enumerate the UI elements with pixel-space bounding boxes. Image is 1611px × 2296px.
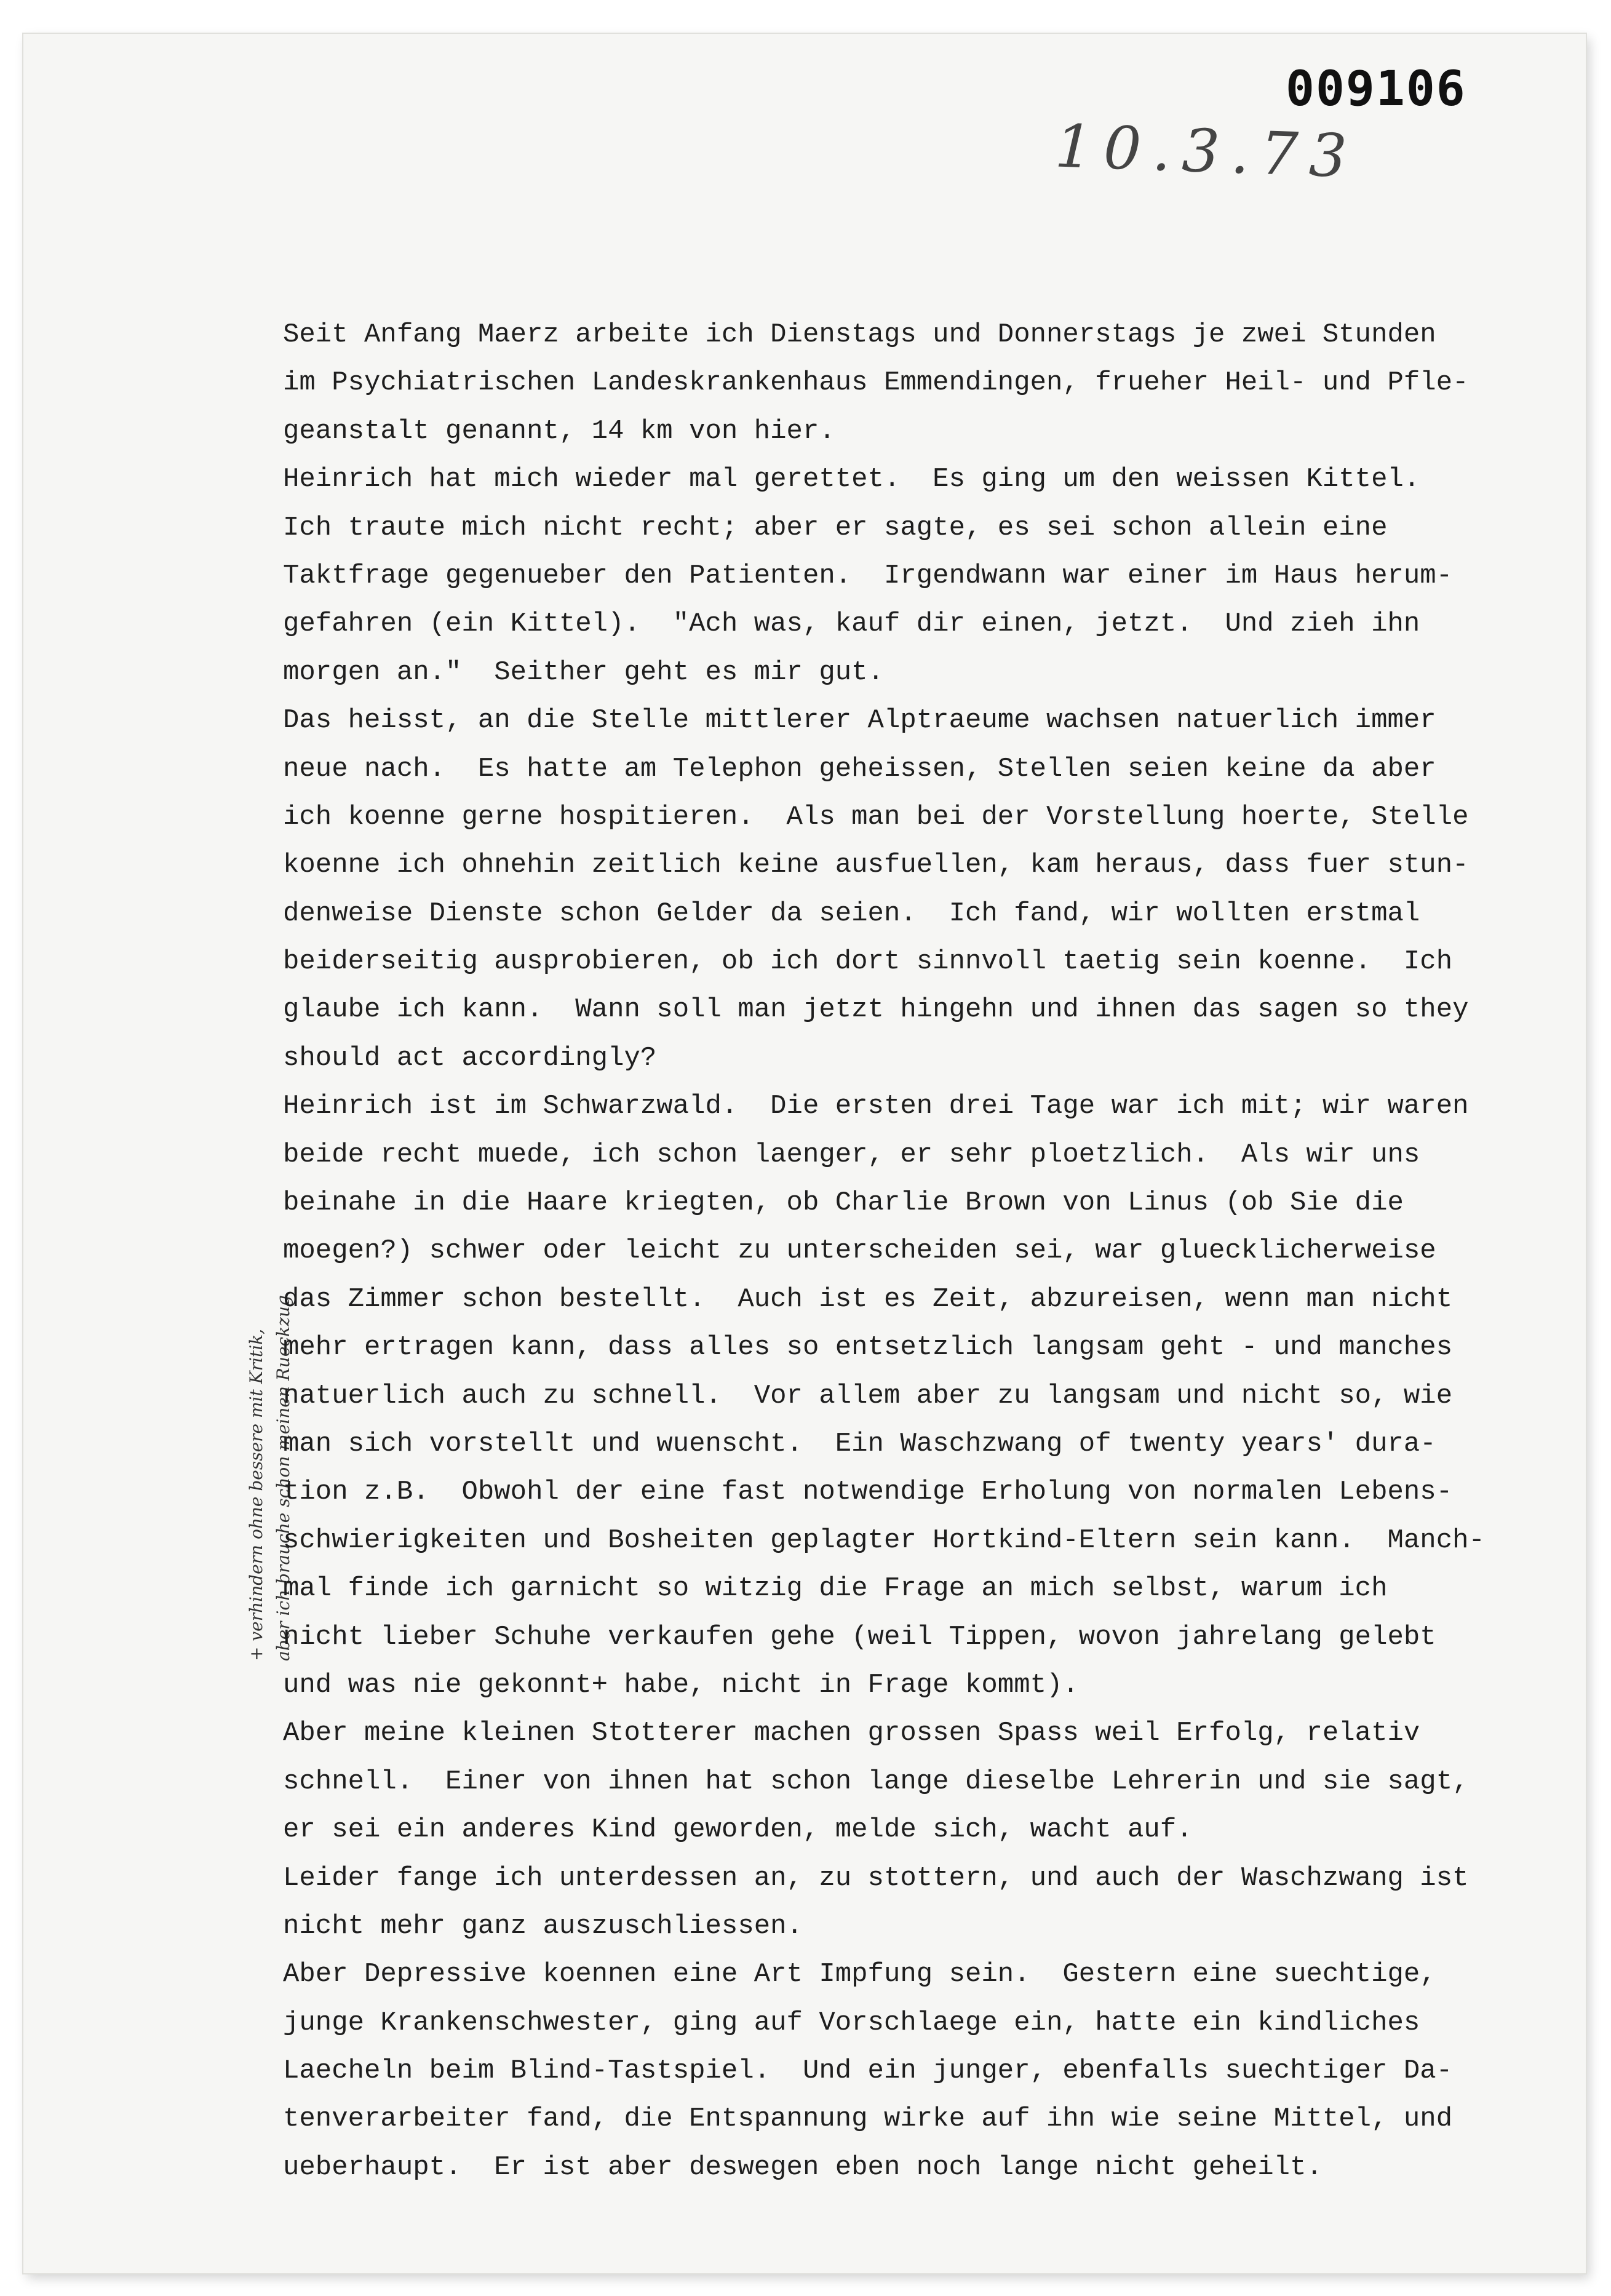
- text-line: Das heisst, an die Stelle mittlerer Alptraeume wachsen natuerlich immer: [283, 705, 1436, 736]
- text-line: beide recht muede, ich schon laenger, er sehr ploetzlich. Als wir uns: [283, 1139, 1420, 1170]
- text-line: ich koenne gerne hospitieren. Als man bei der Vorstellung hoerte, Stelle: [283, 801, 1469, 832]
- text-line: das Zimmer schon bestellt. Auch ist es Zeit, abzureisen, wenn man nicht: [283, 1283, 1453, 1315]
- text-line: nicht lieber Schuhe verkaufen gehe (weil Tippen, wovon jahrelang gelebt: [283, 1621, 1436, 1652]
- text-line: schnell. Einer von ihnen hat schon lange dieselbe Lehrerin und sie sagt,: [283, 1766, 1469, 1797]
- text-line: Seit Anfang Maerz arbeite ich Dienstags und Donnerstags je zwei Stunden: [283, 319, 1436, 350]
- text-line: glaube ich kann. Wann soll man jetzt hingehn und ihnen das sagen so they: [283, 994, 1469, 1026]
- text-line: mal finde ich garnicht so witzig die Frage an mich selbst, warum ich: [283, 1573, 1388, 1604]
- text-line: tion z.B. Obwohl der eine fast notwendige Erholung von normalen Lebens-: [283, 1477, 1453, 1508]
- text-line: should act accordingly?: [283, 1042, 657, 1074]
- text-line: man sich vorstellt und wuenscht. Ein Waschzwang of twenty years' dura-: [283, 1428, 1436, 1459]
- document-number: 009106: [1286, 62, 1466, 117]
- text-line: nicht mehr ganz auszuschliessen.: [283, 1910, 803, 1942]
- text-line: denweise Dienste schon Gelder da seien. Ich fand, wir wollten erstmal: [283, 898, 1420, 929]
- text-line: Leider fange ich unterdessen an, zu stottern, und auch der Waschzwang ist: [283, 1862, 1469, 1894]
- margin-note-line: + verhindern ohne bessere mit Kritik,: [246, 1328, 266, 1661]
- text-line: beiderseitig ausprobieren, ob ich dort sinnvoll taetig sein koenne. Ich: [283, 946, 1453, 978]
- text-line: neue nach. Es hatte am Telephon geheissen, Stellen seien keine da aber: [283, 753, 1436, 784]
- text-line: Heinrich hat mich wieder mal gerettet. Es ging um den weissen Kittel.: [283, 464, 1420, 495]
- text-line: schwierigkeiten und Bosheiten geplagter Hortkind-Eltern sein kann. Manch-: [283, 1525, 1485, 1556]
- text-line: gefahren (ein Kittel). "Ach was, kauf dir einen, jetzt. Und zieh ihn: [283, 608, 1420, 640]
- text-line: junge Krankenschwester, ging auf Vorschlaege ein, hatte ein kindliches: [283, 2007, 1420, 2038]
- text-line: moegen?) schwer oder leicht zu unterscheiden sei, war gluecklicherweise: [283, 1235, 1436, 1267]
- margin-note-line: aber ich brauche schon meinen Rueckzug: [273, 1295, 293, 1661]
- text-line: Aber meine kleinen Stotterer machen grossen Spass weil Erfolg, relativ: [283, 1718, 1420, 1749]
- text-line: geanstalt genannt, 14 km von hier.: [283, 415, 835, 447]
- handwritten-date: 10.3.73: [1054, 111, 1359, 191]
- text-line: Laecheln beim Blind-Tastspiel. Und ein junger, ebenfalls suechtiger Da-: [283, 2055, 1453, 2087]
- text-line: beinahe in die Haare kriegten, ob Charlie Brown von Linus (ob Sie die: [283, 1187, 1404, 1219]
- text-line: im Psychiatrischen Landeskrankenhaus Emmendingen, frueher Heil- und Pfle-: [283, 367, 1469, 399]
- letter-body: [283, 311, 1599, 2191]
- text-line: und was nie gekonnt+ habe, nicht in Frage kommt).: [283, 1669, 1079, 1700]
- text-line: Taktfrage gegenueber den Patienten. Irgendwann war einer im Haus herum-: [283, 560, 1453, 591]
- text-line: tenverarbeiter fand, die Entspannung wirke auf ihn wie seine Mittel, und: [283, 2103, 1453, 2135]
- text-line: koenne ich ohnehin zeitlich keine ausfuellen, kam heraus, dass fuer stun-: [283, 850, 1469, 881]
- text-line: ueberhaupt. Er ist aber deswegen eben noch lange nicht geheilt.: [283, 2151, 1323, 2183]
- text-line: Heinrich ist im Schwarzwald. Die ersten drei Tage war ich mit; wir waren: [283, 1091, 1469, 1122]
- text-line: morgen an." Seither geht es mir gut.: [283, 656, 884, 688]
- text-line: natuerlich auch zu schnell. Vor allem aber zu langsam und nicht so, wie: [283, 1380, 1453, 1411]
- text-line: mehr ertragen kann, dass alles so entsetzlich langsam geht - und manches: [283, 1332, 1453, 1363]
- text-line: Aber Depressive koennen eine Art Impfung sein. Gestern eine suechtige,: [283, 1959, 1436, 1990]
- text-line: er sei ein anderes Kind geworden, melde sich, wacht auf.: [283, 1814, 1193, 1846]
- text-line: Ich traute mich nicht recht; aber er sagte, es sei schon allein eine: [283, 512, 1388, 543]
